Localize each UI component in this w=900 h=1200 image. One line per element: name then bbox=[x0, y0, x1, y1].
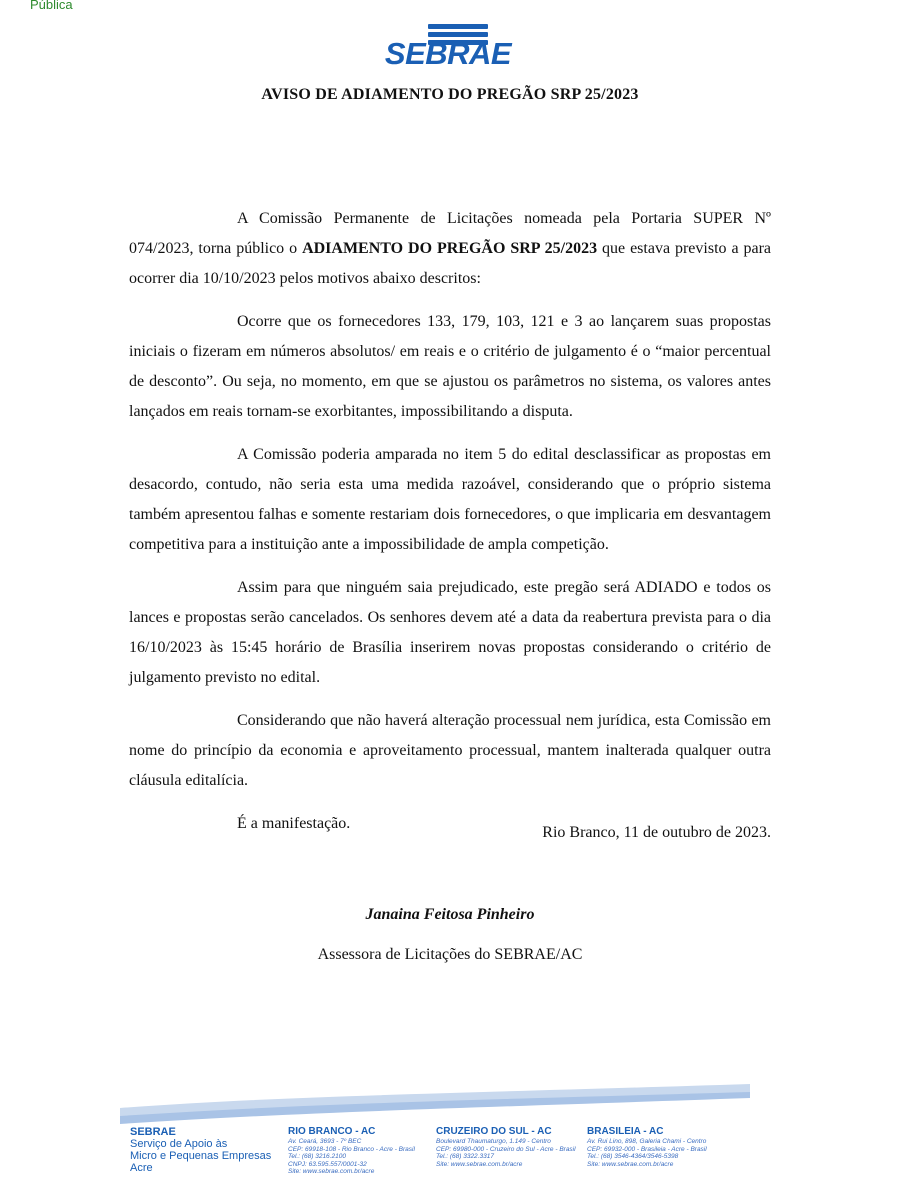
footer-office-brasileia: BRASILEIA - AC Av. Rui Lino, 898, Galeria Chami - Centro CEP: 69932-000 - Brasileia - Acre - Brasil Tel.: (68) 3546-4364/3546-5398 Site: www.sebrae.com.br/acre bbox=[587, 1126, 707, 1168]
paragraph-3: A Comissão poderia amparada no item 5 do edital desclassificar as propostas em desacordo, contudo, não seria esta uma medida razoável, considerando que o próprio sistema também apresentou falhas e somente restariam dois fornecedores, o que implicaria em desvantagem competitiva para a instituição ante a impossibilidade de ampla competição. bbox=[129, 446, 771, 553]
paragraph-1-highlight: ADIAMENTO DO PREGÃO SRP 25/2023 bbox=[302, 240, 598, 257]
document-body bbox=[129, 204, 771, 852]
signer-role: Assessora de Licitações do SEBRAE/AC bbox=[317, 946, 583, 963]
footer-brand: SEBRAE Serviço de Apoio às Micro e Pequenas Empresas Acre bbox=[130, 1126, 272, 1174]
paragraph-1: A Comissão Permanente de Licitações nomeada pela Portaria SUPER Nº 074/2023, torna público o ADIAMENTO DO PREGÃO SRP 25/2023 que estava previsto a para ocorrer dia 10/10/2023 pelos motivos abaixo descritos: bbox=[129, 210, 772, 287]
classification-label: Pública bbox=[30, 0, 73, 12]
paragraph-6: É a manifestação. bbox=[237, 815, 351, 832]
paragraph-4: Assim para que ninguém saia prejudicado, este pregão será ADIADO e todos os lances e propostas serão cancelados. Os senhores devem até a data da reabertura prevista para o dia 16/10/2023 às 15:45 horário de Brasília inserirem novas propostas considerando o critério de julgamento previsto no edital. bbox=[129, 579, 771, 686]
footer-wave-decoration bbox=[120, 1078, 750, 1128]
paragraph-2: Ocorre que os fornecedores 133, 179, 103, 121 e 3 ao lançarem suas propostas iniciais o fizeram em números absolutos/ em reais e o critério de julgamento é o “maior percentual de desconto”. Ou seja, no momento, em que se ajustou os parâmetros no sistema, os valores antes lançados em reais tornam-se exorbitantes, impossibilitando a disputa. bbox=[129, 313, 771, 420]
logo-text: SEBRAE bbox=[384, 36, 512, 71]
footer-office-rio-branco: RIO BRANCO - AC Av. Ceará, 3693 - 7º BEC CEP: 69918-108 - Rio Branco - Acre - Brasil Tel.: (68) 3216.2100 CNPJ: 63.595.557/0001-32 Site: www.sebrae.com.br/acre bbox=[288, 1126, 415, 1175]
paragraph-5: Considerando que não haverá alteração processual nem jurídica, esta Comissão em nome do princípio da economia e aproveitamento processual, mantem inalterada qualquer outra cláusula editalícia. bbox=[129, 712, 771, 789]
footer-office-cruzeiro-do-sul: CRUZEIRO DO SUL - AC Boulevard Thaumaturgo, 1.149 - Centro CEP: 69980-000 - Cruzeiro do Sul - Acre - Brasil Tel.: (68) 3322.3317 Site: www.sebrae.com.br/acre bbox=[436, 1126, 576, 1168]
sebrae-logo bbox=[384, 24, 512, 74]
document-title: AVISO DE ADIAMENTO DO PREGÃO SRP 25/2023 bbox=[261, 86, 639, 103]
signer-name: Janaina Feitosa Pinheiro bbox=[365, 906, 535, 923]
document-date: Rio Branco, 11 de outubro de 2023. bbox=[542, 824, 771, 841]
